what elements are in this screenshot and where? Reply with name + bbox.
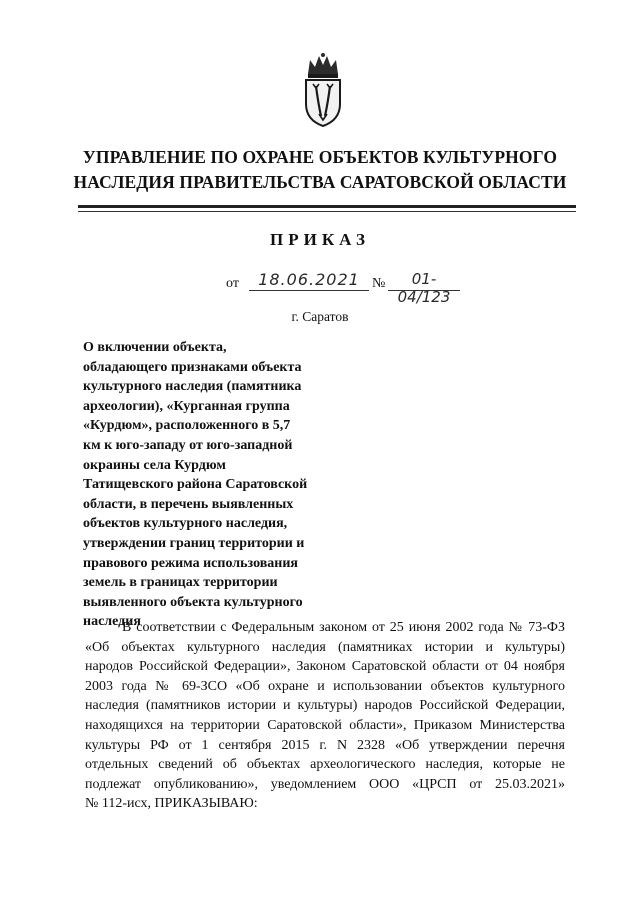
- body-line: наследия (памятников истории и культуры) народов Российской Федерации,: [85, 698, 565, 714]
- body-line: 2003 года № 69-ЗСО «Об охране и использовании объектов культурного: [85, 678, 565, 694]
- subject-line: «Курдюм», расположенного в 5,7: [83, 418, 291, 434]
- subject-line: наследия: [83, 614, 141, 630]
- order-date-number-line: [226, 270, 466, 306]
- subject-line: археологии), «Курганная группа: [83, 398, 290, 414]
- subject-line: правового режима использования: [83, 555, 298, 571]
- body-line: № 112-исх, ПРИКАЗЫВАЮ:: [85, 796, 258, 812]
- body-line: отдельных сведений об объектах археологического наследия, которые не: [85, 757, 565, 773]
- body-line: В соответствии с Федеральным законом от 25 июня 2002 года № 73-ФЗ: [122, 620, 565, 635]
- header-divider-thick: [78, 205, 576, 208]
- subject-line: культурного наследия (памятника: [83, 379, 302, 395]
- subject-line: обладающего признаками объекта: [83, 359, 302, 375]
- date-prefix: от: [226, 276, 239, 291]
- body-line: народов Российской Федерации», Законом Саратовской области от 04 ноября: [85, 659, 565, 675]
- body-line: культуры РФ от 1 сентября 2015 г. N 2328 «Об утверждении перечня: [85, 737, 565, 753]
- body-line: подлежат опубликованию», уведомлением ООО «ЦРСП от 25.03.2021»: [85, 776, 565, 792]
- subject-line: области, в перечень выявленных: [83, 496, 294, 512]
- order-subject: [83, 338, 373, 632]
- header-divider-thin: [78, 211, 576, 212]
- order-number: 01-04/123: [388, 270, 460, 291]
- subject-line: км к юго-западу от юго-западной: [83, 437, 293, 453]
- city-label: г. Саратов: [291, 309, 349, 324]
- number-prefix: №: [372, 276, 386, 291]
- subject-line: О включении объекта,: [83, 340, 227, 355]
- subject-line: утверждении границ территории и: [83, 535, 305, 551]
- body-line: «Об объектах культурного наследия (памятниках истории и культуры): [85, 639, 565, 655]
- subject-line: Татищевского района Саратовской: [83, 477, 308, 493]
- saratov-coat-of-arms-icon: [298, 52, 348, 128]
- agency-name-line-2: НАСЛЕДИЯ ПРАВИТЕЛЬСТВА САРАТОВСКОЙ ОБЛАСТИ: [73, 172, 567, 192]
- subject-line: земель в границах территории: [83, 575, 278, 591]
- subject-line: объектов культурного наследия,: [83, 516, 288, 532]
- document-type-title: ПРИКАЗ: [270, 230, 370, 249]
- agency-name-line-1: УПРАВЛЕНИЕ ПО ОХРАНЕ ОБЪЕКТОВ КУЛЬТУРНОГО: [82, 147, 558, 167]
- subject-line: окраины села Курдюм: [83, 457, 226, 473]
- order-body-paragraph: [85, 618, 565, 814]
- body-line: находящихся на территории Саратовской области», Приказом Министерства: [85, 717, 565, 733]
- subject-line: выявленного объекта культурного: [83, 594, 303, 610]
- order-date: 18.06.2021: [249, 270, 369, 291]
